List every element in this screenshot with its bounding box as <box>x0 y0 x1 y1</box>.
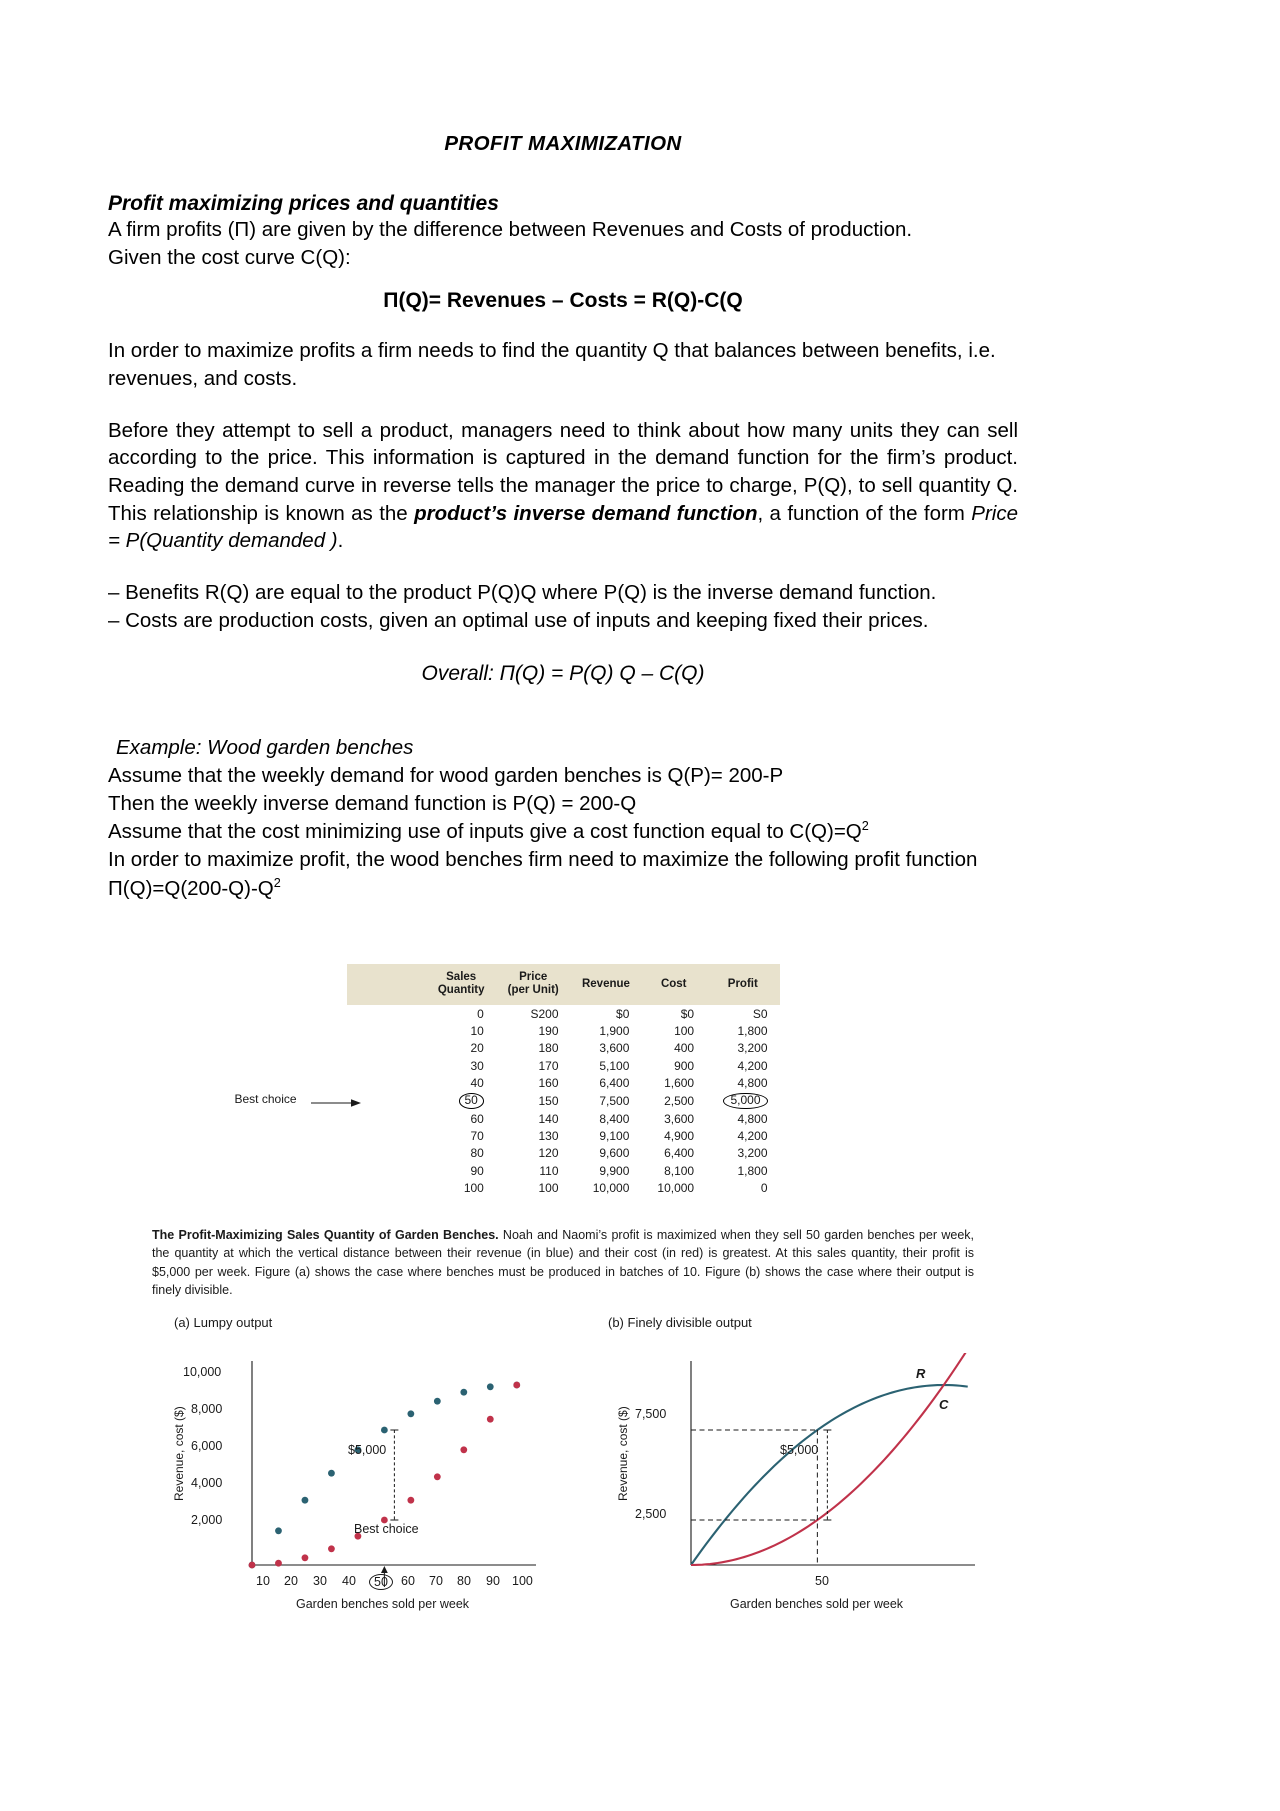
cell-profit: S0 <box>752 1007 768 1022</box>
circled-quantity: 50 <box>459 1093 484 1109</box>
cell-revenue: 1,900 <box>599 1024 630 1039</box>
panel-a-xtick-80: 80 <box>457 1573 471 1588</box>
cell-price: 190 <box>538 1024 559 1039</box>
circled-profit: 5,000 <box>723 1093 767 1109</box>
table-row <box>347 1005 780 1022</box>
panel-b-curve-r-label: R <box>916 1365 926 1381</box>
cell-revenue: 5,100 <box>599 1058 630 1073</box>
panel-a-xtick-30: 30 <box>313 1573 327 1588</box>
data-point-revenue <box>407 1410 414 1417</box>
panel-a-ytick-4000: 4,000 <box>191 1475 223 1490</box>
panel-b-y-axis-label: Revenue, cost ($) <box>616 1406 630 1501</box>
cell-revenue: 6,400 <box>599 1075 630 1090</box>
table-header-row <box>347 964 780 1005</box>
cell-price: S200 <box>530 1007 559 1022</box>
panel-b-xtick-50: 50 <box>815 1573 829 1588</box>
col-header-price-l2: (per Unit) <box>507 984 559 997</box>
data-point-revenue <box>381 1426 388 1433</box>
cell-cost: 3,600 <box>664 1111 695 1126</box>
panel-a-label: (a) Lumpy output <box>174 1314 273 1330</box>
intro-line-2: Given the cost curve C(Q): <box>108 245 351 269</box>
data-point-revenue <box>434 1398 441 1405</box>
panel-a-gap-label: $5,000 <box>348 1442 387 1457</box>
revenue-curve <box>691 1385 968 1565</box>
cell-spacer <box>347 1145 427 1162</box>
para3-part-c: . <box>337 529 344 553</box>
cell-revenue: 9,100 <box>599 1129 630 1144</box>
panel-b-plot <box>683 1353 983 1603</box>
panel-a-best-choice-label: Best choice <box>354 1521 419 1536</box>
cell-revenue: 9,900 <box>599 1163 630 1178</box>
example-profit-function <box>108 874 1018 903</box>
table-row <box>347 1040 780 1057</box>
profit-table-body <box>347 1005 780 1196</box>
cell-cost: 6,400 <box>664 1146 695 1161</box>
cell-spacer <box>347 1128 427 1145</box>
cell-profit: 4,200 <box>737 1058 768 1073</box>
col-header-revenue <box>571 964 642 1005</box>
paragraph-demand-function <box>108 417 1018 555</box>
table-row <box>347 1057 780 1074</box>
example-line-inverse-demand: Then the weekly inverse demand function is P(Q) = 200-Q <box>108 791 637 815</box>
table-row <box>347 1145 780 1162</box>
table-row <box>347 1091 780 1110</box>
profit-table-head <box>347 964 780 1005</box>
cell-spacer <box>347 1057 427 1074</box>
panel-b-curve-c-label: C <box>939 1396 949 1412</box>
data-point-revenue <box>328 1470 335 1477</box>
example-line3-exponent: 2 <box>861 818 869 834</box>
cell-price: 150 <box>538 1093 559 1108</box>
cell-quantity: 80 <box>470 1146 484 1161</box>
cell-quantity: 30 <box>470 1058 484 1073</box>
cell-spacer <box>347 1179 427 1196</box>
panel-a-xtick-50-circled: 50 <box>369 1574 393 1590</box>
figure-caption <box>108 1226 1018 1299</box>
best-choice-arrow-up-icon <box>381 1566 388 1573</box>
cell-spacer <box>347 1040 427 1057</box>
col-header-price-l1: Price <box>519 971 548 983</box>
cell-price: 180 <box>538 1041 559 1056</box>
best-choice-arrow-icon <box>311 1098 363 1108</box>
panel-a-xtick-100: 100 <box>512 1573 533 1588</box>
figure-caption-text: Noah and Naomi’s profit is maximized when they sell 50 garden benches per week, the quantity at which the vertical distance between their revenue (in blue) and their cost (in red) is greatest. At this sales quantity, their profit is $5,000 per week. Figure (a) shows the case where benches must be produced in batches of 10. Figure (b) shows the case where their output is finely divisible. <box>152 1228 974 1297</box>
example-line-cost-function <box>108 817 1018 846</box>
cell-profit: 0 <box>760 1180 768 1195</box>
cell-spacer <box>347 1162 427 1179</box>
cell-revenue: 10,000 <box>592 1180 630 1195</box>
cell-cost: 900 <box>674 1058 695 1073</box>
col-header-cost-l1: Cost <box>660 977 687 990</box>
best-choice-table-label: Best choice <box>234 1092 297 1106</box>
cell-quantity <box>427 1091 496 1110</box>
data-point-cost <box>487 1416 494 1423</box>
cell-cost: 8,100 <box>664 1163 695 1178</box>
cell-spacer <box>347 1074 427 1091</box>
panel-b-ytick-7500: 7,500 <box>635 1406 667 1421</box>
example-line5-exponent: 2 <box>273 874 281 890</box>
data-point-cost <box>407 1497 414 1504</box>
table-row <box>347 1179 780 1196</box>
col-header-sales-quantity-l2: Quantity <box>437 984 485 997</box>
example-heading: Example: Wood garden benches <box>116 736 414 760</box>
table-row <box>347 1162 780 1179</box>
para3-italic-form: Price = P(Quantity demanded ) <box>108 501 1018 553</box>
cell-spacer <box>347 1110 427 1127</box>
page-title: PROFIT MAXIMIZATION <box>444 132 682 155</box>
cell-profit: 3,200 <box>737 1041 768 1056</box>
col-header-revenue-l1: Revenue <box>581 977 630 990</box>
cell-spacer <box>347 1023 427 1040</box>
data-point-cost <box>302 1554 309 1561</box>
cell-price: 120 <box>538 1146 559 1161</box>
table-row <box>347 1074 780 1091</box>
cell-cost: $0 <box>680 1007 695 1022</box>
cell-quantity: 100 <box>463 1180 484 1195</box>
cell-profit: 4,800 <box>737 1075 768 1090</box>
figure-panels <box>108 1315 1018 1645</box>
cell-profit <box>706 1091 779 1110</box>
panel-a-xtick-20: 20 <box>284 1573 298 1588</box>
para3-part-a: Before they attempt to sell a product, managers need to think about how many units they can sell according to the price. This information is captured in the demand function for the firm’s product. Reading the demand curve in reverse tells the manager the price to charge, P(Q), to sell quantity Q. This relationship is known as the <box>108 418 1018 525</box>
profit-table <box>347 964 780 1196</box>
paragraph-maximize-profits: In order to maximize profits a firm needs to find the quantity Q that balances between benefits, i.e. revenues, and costs. <box>108 339 996 391</box>
table-row <box>347 1110 780 1127</box>
cell-revenue: 8,400 <box>599 1111 630 1126</box>
section-heading: Profit maximizing prices and quantities <box>108 192 499 215</box>
cell-quantity: 90 <box>470 1163 484 1178</box>
cell-cost: 1,600 <box>664 1075 695 1090</box>
panel-a-xtick-70: 70 <box>429 1573 443 1588</box>
example-line5-text: Π(Q)=Q(200-Q)-Q <box>108 876 274 900</box>
panel-b-ytick-2500: 2,500 <box>635 1506 667 1521</box>
cell-revenue: 3,600 <box>599 1041 630 1056</box>
data-point-cost <box>275 1560 282 1567</box>
cell-quantity: 40 <box>470 1075 484 1090</box>
cell-cost: 4,900 <box>664 1129 695 1144</box>
panel-a-xtick-90: 90 <box>486 1573 500 1588</box>
table-row <box>347 1128 780 1145</box>
panel-a-ytick-8000: 8,000 <box>191 1401 223 1416</box>
cell-profit: 4,200 <box>737 1129 768 1144</box>
cell-price: 140 <box>538 1111 559 1126</box>
panel-b-label: (b) Finely divisible output <box>608 1314 752 1330</box>
cell-quantity: 0 <box>477 1007 484 1022</box>
example-line-maximize: In order to maximize profit, the wood benches firm need to maximize the following profit function <box>108 847 978 871</box>
cell-revenue: 9,600 <box>599 1146 630 1161</box>
panel-a-plot <box>244 1353 544 1603</box>
cell-cost: 100 <box>674 1024 695 1039</box>
col-header-profit <box>706 964 779 1005</box>
example-line-demand: Assume that the weekly demand for wood garden benches is Q(P)= 200-P <box>108 764 784 788</box>
figure-caption-title: The Profit-Maximizing Sales Quantity of Garden Benches. <box>152 1228 499 1243</box>
data-point-revenue <box>487 1383 494 1390</box>
example-line3-text: Assume that the cost minimizing use of inputs give a cost function equal to C(Q)=Q <box>108 820 862 844</box>
cell-cost: 400 <box>674 1041 695 1056</box>
bullet-benefits: – Benefits R(Q) are equal to the product P(Q)Q where P(Q) is the inverse demand function. <box>108 581 937 605</box>
data-point-cost <box>249 1561 256 1568</box>
para3-part-b: , a function of the form <box>757 501 972 525</box>
document-body <box>108 0 1018 902</box>
col-header-cost <box>641 964 706 1005</box>
profit-table-wrapper <box>234 964 780 1196</box>
cell-price: 110 <box>539 1163 559 1178</box>
col-header-sales-quantity-l1: Sales <box>446 971 477 983</box>
data-point-revenue <box>302 1497 309 1504</box>
cell-quantity: 20 <box>470 1041 484 1056</box>
data-point-cost <box>434 1473 441 1480</box>
data-point-revenue <box>460 1389 467 1396</box>
equation-profit-definition: Π(Q)= Revenues – Costs = R(Q)-C(Q <box>383 289 743 313</box>
panel-b-x-axis-label: Garden benches sold per week <box>730 1596 904 1611</box>
cell-price: 170 <box>538 1058 559 1073</box>
cell-quantity: 70 <box>470 1129 484 1144</box>
para3-bold-term: product’s inverse demand function <box>414 501 758 525</box>
cell-cost: 10,000 <box>657 1180 695 1195</box>
data-point-cost <box>513 1381 520 1388</box>
panel-a-ytick-6000: 6,000 <box>191 1438 223 1453</box>
cell-cost: 2,500 <box>664 1093 695 1108</box>
panel-a-y-axis-label: Revenue, cost ($) <box>172 1406 186 1501</box>
panel-a-xtick-60: 60 <box>401 1573 415 1588</box>
textbook-figure <box>108 964 1018 1645</box>
cell-quantity: 60 <box>470 1111 484 1126</box>
cell-spacer <box>347 1005 427 1022</box>
col-header-price <box>496 964 571 1005</box>
col-header-blank <box>347 964 427 1005</box>
panel-a-xtick-10: 10 <box>256 1573 270 1588</box>
panel-a-xtick-40: 40 <box>342 1573 356 1588</box>
cell-profit: 1,800 <box>737 1163 768 1178</box>
bullet-costs: – Costs are production costs, given an optimal use of inputs and keeping fixed their prices. <box>108 608 929 632</box>
data-point-cost <box>328 1545 335 1552</box>
cell-price: 100 <box>538 1180 559 1195</box>
panel-a-ytick-10000: 10,000 <box>183 1364 222 1379</box>
cell-profit: 4,800 <box>737 1111 768 1126</box>
table-row <box>347 1023 780 1040</box>
panel-b-gap-label: $5,000 <box>780 1442 819 1457</box>
cell-price: 130 <box>538 1129 559 1144</box>
data-point-cost <box>460 1446 467 1453</box>
col-header-sales-quantity <box>427 964 496 1005</box>
cell-profit: 3,200 <box>737 1146 768 1161</box>
cell-revenue: 7,500 <box>599 1093 630 1108</box>
cell-quantity: 10 <box>470 1024 484 1039</box>
cost-curve <box>691 1353 968 1565</box>
intro-line-1: A firm profits (Π) are given by the difference between Revenues and Costs of production. <box>108 218 913 241</box>
cell-revenue: $0 <box>616 1007 630 1022</box>
data-point-revenue <box>275 1527 282 1534</box>
cell-profit: 1,800 <box>737 1024 768 1039</box>
cell-price: 160 <box>538 1075 559 1090</box>
equation-overall: Overall: Π(Q) = P(Q) Q – C(Q) <box>421 662 705 686</box>
col-header-profit-l1: Profit <box>727 977 758 990</box>
panel-a-ytick-2000: 2,000 <box>191 1512 223 1527</box>
panel-a-x-axis-label: Garden benches sold per week <box>296 1596 470 1611</box>
